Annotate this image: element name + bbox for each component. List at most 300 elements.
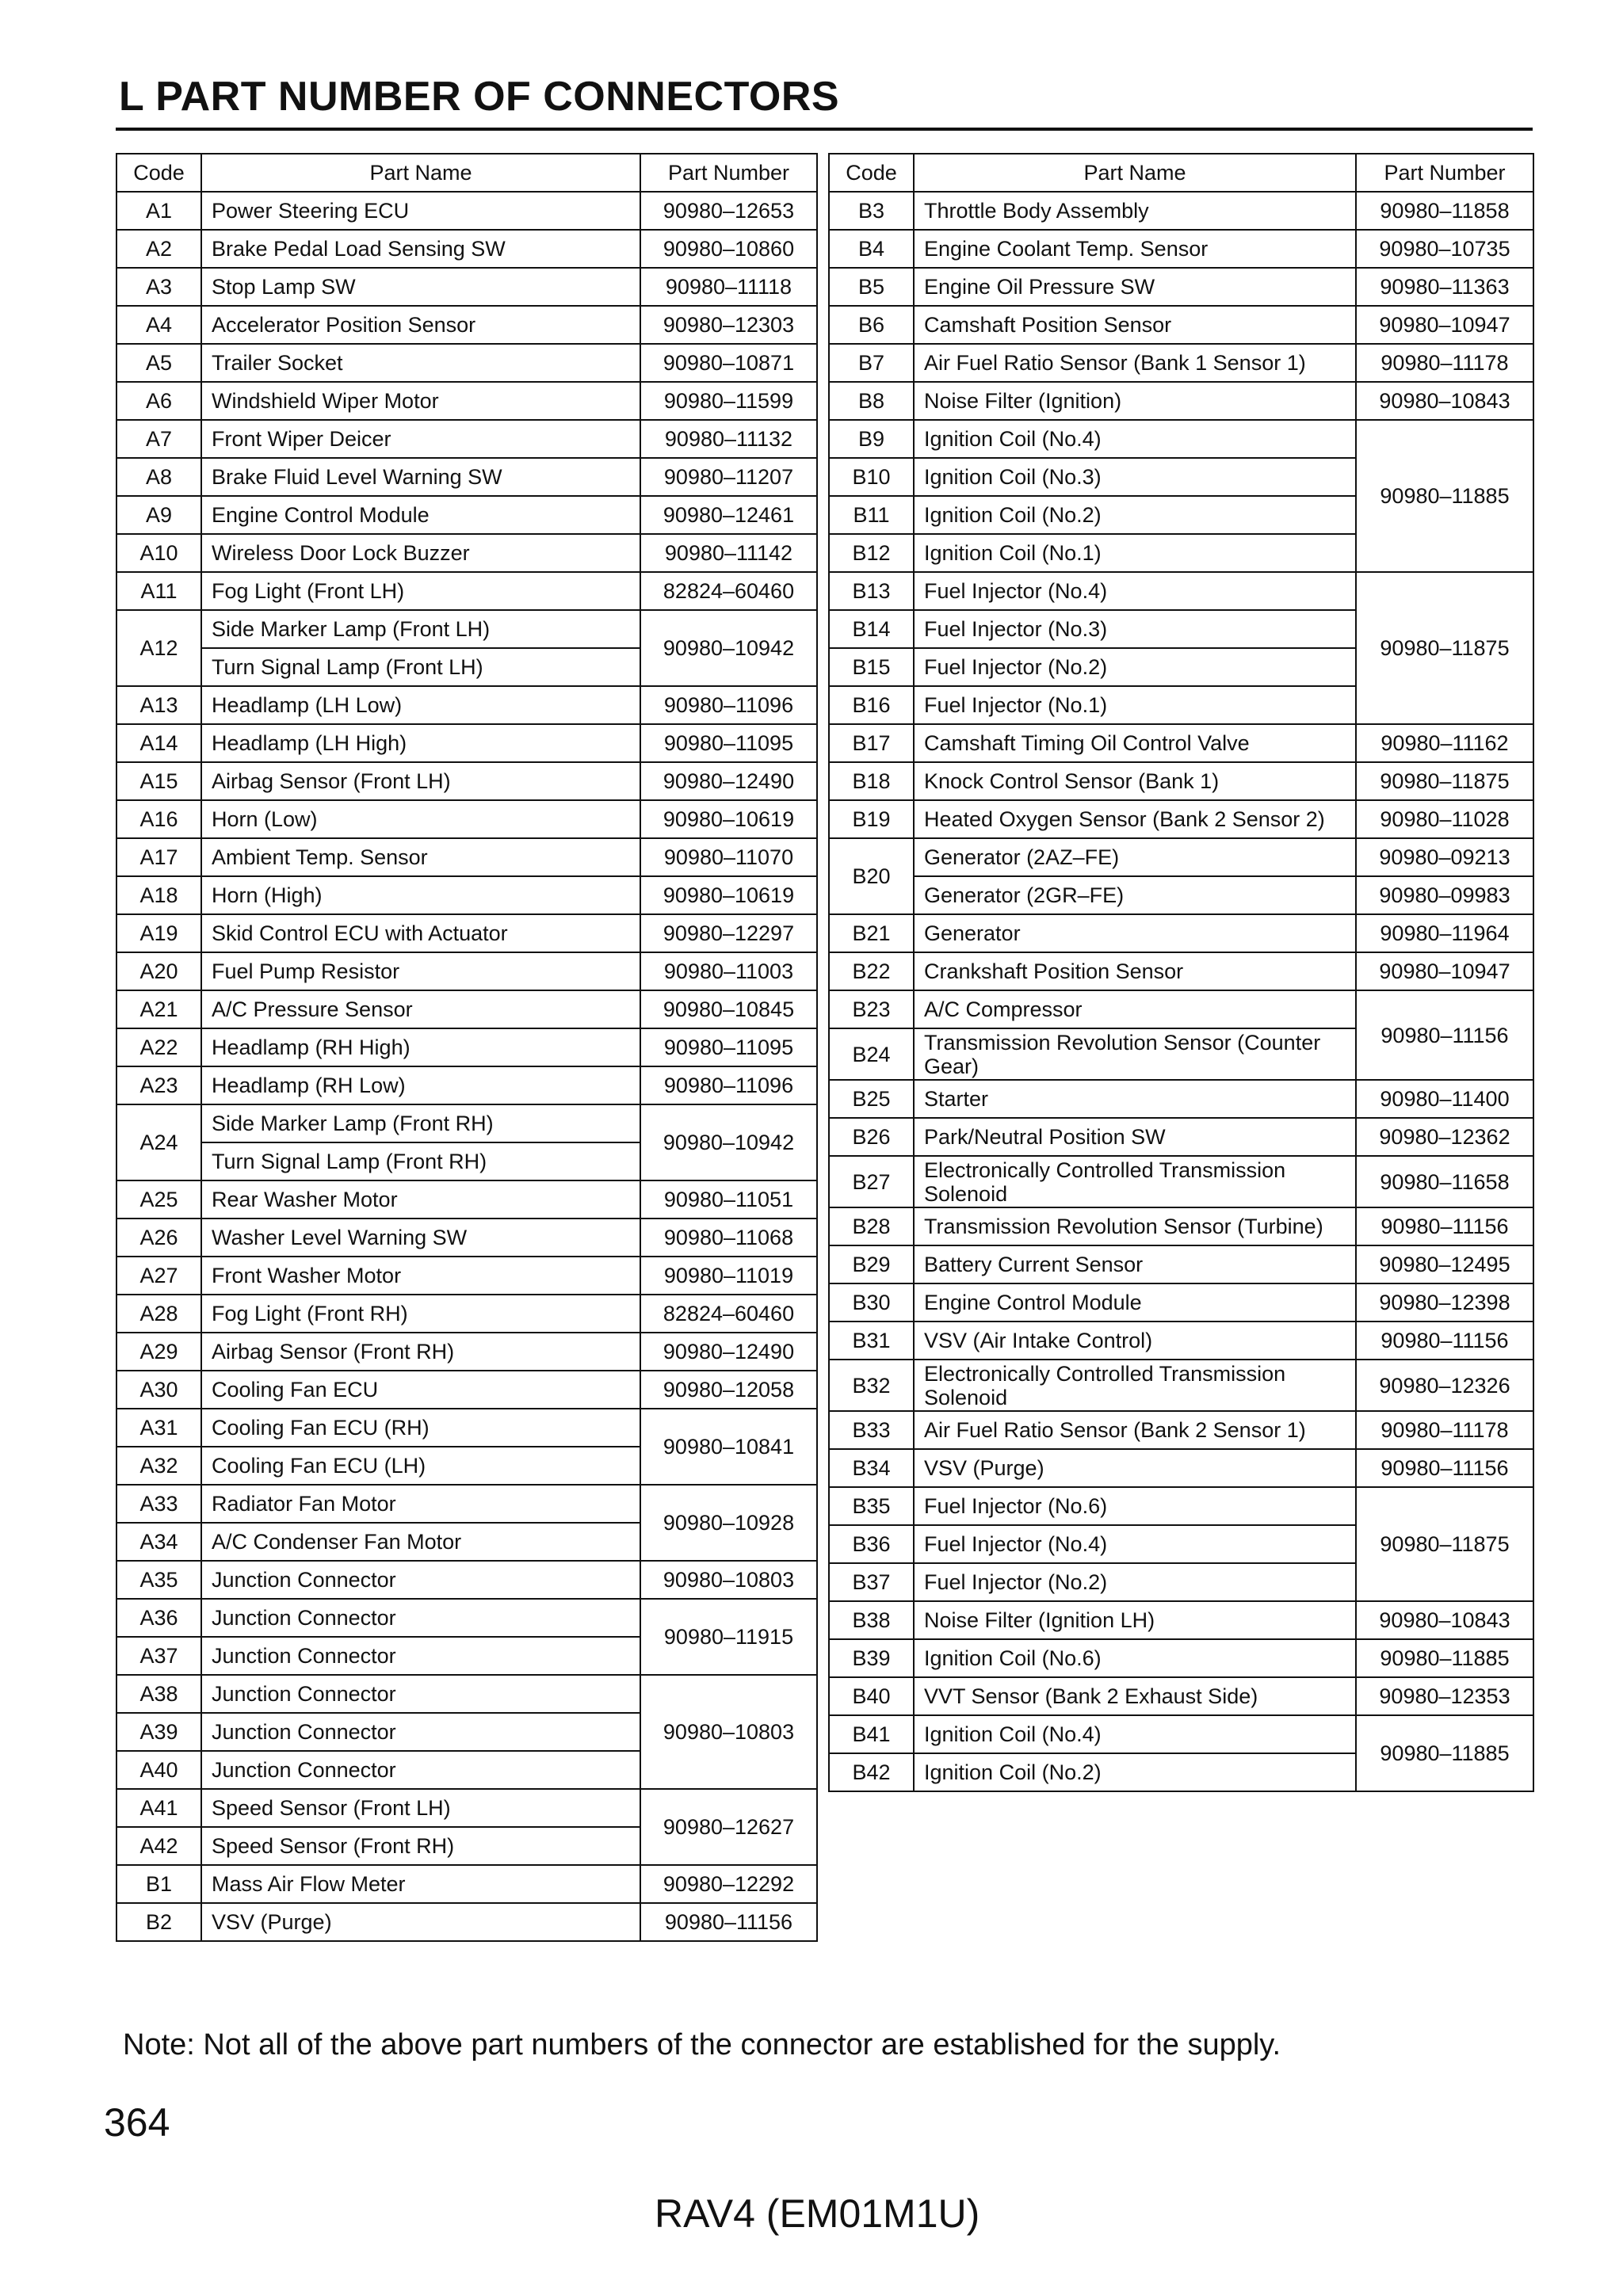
- part-name: Engine Oil Pressure SW: [914, 268, 1356, 306]
- table-row: [116, 192, 817, 230]
- part-name: Ignition Coil (No.3): [914, 458, 1356, 496]
- part-name: Stop Lamp SW: [201, 268, 640, 306]
- connector-code: A7: [116, 420, 201, 458]
- part-number: 90980–11003: [640, 952, 817, 990]
- connector-code: A36: [116, 1599, 201, 1637]
- connector-code: B32: [829, 1360, 914, 1411]
- part-name: Airbag Sensor (Front RH): [201, 1333, 640, 1371]
- connector-code: B41: [829, 1715, 914, 1753]
- document-footer: RAV4 (EM01M1U): [655, 2191, 980, 2236]
- table-row: [829, 1322, 1533, 1360]
- part-number: 90980–11118: [640, 268, 817, 306]
- part-name: Air Fuel Ratio Sensor (Bank 2 Sensor 1): [914, 1411, 1356, 1449]
- part-number: 90980–11051: [640, 1180, 817, 1219]
- table-row: [116, 1295, 817, 1333]
- table-row: [116, 838, 817, 876]
- part-name: Junction Connector: [201, 1561, 640, 1599]
- connector-code: A37: [116, 1637, 201, 1675]
- part-number: 90980–11599: [640, 382, 817, 420]
- connector-code: B2: [116, 1903, 201, 1941]
- part-name: Ignition Coil (No.2): [914, 496, 1356, 534]
- table-row: [116, 1675, 817, 1713]
- connector-code: A40: [116, 1751, 201, 1789]
- part-name: Generator (2GR–FE): [914, 876, 1356, 914]
- connector-code: A20: [116, 952, 201, 990]
- connector-code: B4: [829, 230, 914, 268]
- connector-code: A41: [116, 1789, 201, 1827]
- table-row: [829, 1207, 1533, 1245]
- part-name: Fuel Injector (No.3): [914, 610, 1356, 648]
- table-row: [116, 1066, 817, 1104]
- connector-code: B31: [829, 1322, 914, 1360]
- part-name: Fuel Injector (No.2): [914, 1563, 1356, 1601]
- part-name: Junction Connector: [201, 1675, 640, 1713]
- table-row: [829, 1245, 1533, 1283]
- header-part-number: Part Number: [1356, 154, 1533, 192]
- header-part-number: Part Number: [640, 154, 817, 192]
- part-name: Horn (High): [201, 876, 640, 914]
- connector-code: A26: [116, 1219, 201, 1257]
- connector-code: A19: [116, 914, 201, 952]
- connector-code: A22: [116, 1028, 201, 1066]
- connector-table-right: [828, 153, 1534, 1792]
- part-number: 90980–10845: [640, 990, 817, 1028]
- part-name: Engine Control Module: [201, 496, 640, 534]
- connector-code: A31: [116, 1409, 201, 1447]
- connector-code: B33: [829, 1411, 914, 1449]
- table-row: [829, 1118, 1533, 1156]
- part-number: 90980–10942: [640, 610, 817, 686]
- table-row: [116, 952, 817, 990]
- table-row: [829, 230, 1533, 268]
- part-name: Fuel Injector (No.4): [914, 572, 1356, 610]
- table-row: [116, 914, 817, 952]
- connector-code: B28: [829, 1207, 914, 1245]
- connector-code: A34: [116, 1523, 201, 1561]
- part-number: 90980–10619: [640, 876, 817, 914]
- part-name: Ignition Coil (No.2): [914, 1753, 1356, 1791]
- part-number: 90980–11875: [1356, 1487, 1533, 1601]
- table-row: [116, 1789, 817, 1827]
- connector-code: A16: [116, 800, 201, 838]
- table-row: [829, 306, 1533, 344]
- part-number: 90980–11156: [1356, 1322, 1533, 1360]
- part-number: 90980–11156: [1356, 1449, 1533, 1487]
- connector-code: A23: [116, 1066, 201, 1104]
- part-name: Fog Light (Front LH): [201, 572, 640, 610]
- table-row: [116, 1371, 817, 1409]
- connector-code: A29: [116, 1333, 201, 1371]
- connector-code: A12: [116, 610, 201, 686]
- part-name: Trailer Socket: [201, 344, 640, 382]
- part-name: Rear Washer Motor: [201, 1180, 640, 1219]
- part-number: 90980–11068: [640, 1219, 817, 1257]
- table-row: [116, 420, 817, 458]
- connector-code: B37: [829, 1563, 914, 1601]
- table-row: [116, 230, 817, 268]
- part-name: Cooling Fan ECU (LH): [201, 1447, 640, 1485]
- part-number: 90980–10928: [640, 1485, 817, 1561]
- connector-code: A39: [116, 1713, 201, 1751]
- part-number: 90980–11915: [640, 1599, 817, 1675]
- connector-code: B22: [829, 952, 914, 990]
- table-row: [829, 800, 1533, 838]
- part-name: Fuel Injector (No.4): [914, 1525, 1356, 1563]
- part-name: Camshaft Position Sensor: [914, 306, 1356, 344]
- supply-note: Note: Not all of the above part numbers of the connector are established for the supply.: [123, 2028, 1281, 2061]
- part-name: Headlamp (LH High): [201, 724, 640, 762]
- part-name: Speed Sensor (Front LH): [201, 1789, 640, 1827]
- connector-code: B5: [829, 268, 914, 306]
- connector-code: B34: [829, 1449, 914, 1487]
- table-row: [116, 1104, 817, 1142]
- table-row: [116, 496, 817, 534]
- part-number: 90980–11156: [1356, 990, 1533, 1080]
- part-name: A/C Pressure Sensor: [201, 990, 640, 1028]
- part-name: Horn (Low): [201, 800, 640, 838]
- part-name: Generator (2AZ–FE): [914, 838, 1356, 876]
- connector-code: B38: [829, 1601, 914, 1639]
- part-name: Brake Fluid Level Warning SW: [201, 458, 640, 496]
- part-name: Accelerator Position Sensor: [201, 306, 640, 344]
- connector-code: A30: [116, 1371, 201, 1409]
- connector-code: A6: [116, 382, 201, 420]
- part-number: 90980–12353: [1356, 1677, 1533, 1715]
- connector-code: A24: [116, 1104, 201, 1180]
- connector-code: B19: [829, 800, 914, 838]
- connector-code: B29: [829, 1245, 914, 1283]
- part-name: Ambient Temp. Sensor: [201, 838, 640, 876]
- part-name: Electronically Controlled Transmission Solenoid: [914, 1360, 1356, 1411]
- part-name: Headlamp (RH Low): [201, 1066, 640, 1104]
- table-row: [829, 724, 1533, 762]
- connector-code: A9: [116, 496, 201, 534]
- part-number: 90980–12292: [640, 1865, 817, 1903]
- connector-code: A11: [116, 572, 201, 610]
- title-rule: [116, 128, 1533, 131]
- part-name: Cooling Fan ECU: [201, 1371, 640, 1409]
- part-name: Generator: [914, 914, 1356, 952]
- part-name: Throttle Body Assembly: [914, 192, 1356, 230]
- part-name: Heated Oxygen Sensor (Bank 2 Sensor 2): [914, 800, 1356, 838]
- part-number: 90980–12461: [640, 496, 817, 534]
- table-row: [116, 800, 817, 838]
- connector-code: A4: [116, 306, 201, 344]
- part-name: Windshield Wiper Motor: [201, 382, 640, 420]
- table-row: [116, 268, 817, 306]
- table-row: [116, 344, 817, 382]
- part-number: 90980–11885: [1356, 1715, 1533, 1791]
- part-name: Park/Neutral Position SW: [914, 1118, 1356, 1156]
- part-name: Transmission Revolution Sensor (Turbine): [914, 1207, 1356, 1245]
- part-name: Electronically Controlled Transmission Solenoid: [914, 1156, 1356, 1207]
- part-name: Skid Control ECU with Actuator: [201, 914, 640, 952]
- table-row: [829, 1677, 1533, 1715]
- connector-code: B10: [829, 458, 914, 496]
- part-number: 90980–11363: [1356, 268, 1533, 306]
- page-title: L PART NUMBER OF CONNECTORS: [119, 74, 840, 120]
- part-number: 90980–10871: [640, 344, 817, 382]
- connector-code: A17: [116, 838, 201, 876]
- part-number: 90980–11178: [1356, 1411, 1533, 1449]
- part-number: 90980–10843: [1356, 382, 1533, 420]
- part-number: 90980–12398: [1356, 1283, 1533, 1322]
- part-number: 90980–11162: [1356, 724, 1533, 762]
- part-name: Ignition Coil (No.6): [914, 1639, 1356, 1677]
- table-row: [829, 952, 1533, 990]
- connector-code: A25: [116, 1180, 201, 1219]
- part-name: Transmission Revolution Sensor (Counter Gear): [914, 1028, 1356, 1080]
- part-number: 90980–10860: [640, 230, 817, 268]
- part-name: Turn Signal Lamp (Front LH): [201, 648, 640, 686]
- connector-code: A21: [116, 990, 201, 1028]
- part-number: 90980–12627: [640, 1789, 817, 1865]
- connector-code: A42: [116, 1827, 201, 1865]
- part-number: 90980–11858: [1356, 192, 1533, 230]
- table-row: [116, 1257, 817, 1295]
- table-row: [116, 1333, 817, 1371]
- table-row: [116, 1903, 817, 1941]
- table-row: [829, 344, 1533, 382]
- table-row: [116, 1561, 817, 1599]
- part-number: 90980–10843: [1356, 1601, 1533, 1639]
- table-row: [116, 534, 817, 572]
- table-row: [116, 1485, 817, 1523]
- connector-code: B18: [829, 762, 914, 800]
- part-number: 90980–09983: [1356, 876, 1533, 914]
- table-row: [829, 1411, 1533, 1449]
- part-number: 90980–12297: [640, 914, 817, 952]
- part-name: Ignition Coil (No.4): [914, 420, 1356, 458]
- table-row: [116, 1599, 817, 1637]
- connector-code: B42: [829, 1753, 914, 1791]
- connector-code: A14: [116, 724, 201, 762]
- part-number: 90980–11964: [1356, 914, 1533, 952]
- table-row: [116, 762, 817, 800]
- part-name: Engine Coolant Temp. Sensor: [914, 230, 1356, 268]
- part-name: VSV (Air Intake Control): [914, 1322, 1356, 1360]
- table-row: [116, 1409, 817, 1447]
- part-name: Crankshaft Position Sensor: [914, 952, 1356, 990]
- table-row: [829, 420, 1533, 458]
- header-code: Code: [829, 154, 914, 192]
- part-name: Ignition Coil (No.1): [914, 534, 1356, 572]
- part-name: VSV (Purge): [914, 1449, 1356, 1487]
- part-name: Battery Current Sensor: [914, 1245, 1356, 1283]
- part-name: Headlamp (LH Low): [201, 686, 640, 724]
- table-row: [829, 1283, 1533, 1322]
- part-number: 90980–10803: [640, 1675, 817, 1789]
- table-row: [116, 1028, 817, 1066]
- part-name: Starter: [914, 1080, 1356, 1118]
- part-number: 90980–10735: [1356, 230, 1533, 268]
- table-row: [829, 762, 1533, 800]
- connector-code: B25: [829, 1080, 914, 1118]
- part-number: 90980–11070: [640, 838, 817, 876]
- connector-code: B24: [829, 1028, 914, 1080]
- table-row: [829, 1487, 1533, 1525]
- part-name: Ignition Coil (No.4): [914, 1715, 1356, 1753]
- connector-code: A18: [116, 876, 201, 914]
- connector-code: A35: [116, 1561, 201, 1599]
- part-name: Engine Control Module: [914, 1283, 1356, 1322]
- connector-code: B14: [829, 610, 914, 648]
- connector-code: A15: [116, 762, 201, 800]
- part-number: 90980–11095: [640, 724, 817, 762]
- connector-code: B8: [829, 382, 914, 420]
- part-name: Camshaft Timing Oil Control Valve: [914, 724, 1356, 762]
- connector-code: B11: [829, 496, 914, 534]
- connector-code: B40: [829, 1677, 914, 1715]
- connector-code: B30: [829, 1283, 914, 1322]
- part-number: 90980–12490: [640, 762, 817, 800]
- part-name: Fuel Injector (No.6): [914, 1487, 1356, 1525]
- part-number: 90980–11095: [640, 1028, 817, 1066]
- table-row: [116, 1865, 817, 1903]
- table-row: [829, 382, 1533, 420]
- part-name: Side Marker Lamp (Front LH): [201, 610, 640, 648]
- part-name: A/C Condenser Fan Motor: [201, 1523, 640, 1561]
- part-name: Noise Filter (Ignition LH): [914, 1601, 1356, 1639]
- part-number: 90980–11875: [1356, 572, 1533, 724]
- part-number: 90980–11132: [640, 420, 817, 458]
- connector-code: A2: [116, 230, 201, 268]
- header-code: Code: [116, 154, 201, 192]
- part-number: 90980–11885: [1356, 1639, 1533, 1677]
- part-number: 90980–11875: [1356, 762, 1533, 800]
- connector-code: B7: [829, 344, 914, 382]
- part-number: 90980–11885: [1356, 420, 1533, 572]
- connector-code: A27: [116, 1257, 201, 1295]
- connector-code: B16: [829, 686, 914, 724]
- part-number: 90980–11142: [640, 534, 817, 572]
- part-number: 90980–12303: [640, 306, 817, 344]
- table-row: [116, 686, 817, 724]
- part-name: Headlamp (RH High): [201, 1028, 640, 1066]
- table-row: [116, 382, 817, 420]
- part-number: 90980–10947: [1356, 306, 1533, 344]
- connector-code: B6: [829, 306, 914, 344]
- part-name: Fuel Injector (No.1): [914, 686, 1356, 724]
- part-number: 90980–11156: [1356, 1207, 1533, 1245]
- table-row: [116, 1180, 817, 1219]
- table-row: [829, 838, 1533, 876]
- page-number: 364: [104, 2100, 170, 2145]
- part-name: Fog Light (Front RH): [201, 1295, 640, 1333]
- connector-code: A38: [116, 1675, 201, 1713]
- connector-code: B13: [829, 572, 914, 610]
- part-number: 90980–11096: [640, 1066, 817, 1104]
- table-row: [116, 724, 817, 762]
- connector-code: B20: [829, 838, 914, 914]
- table-row: [116, 610, 817, 648]
- connector-code: B3: [829, 192, 914, 230]
- part-name: Cooling Fan ECU (RH): [201, 1409, 640, 1447]
- table-row: [116, 306, 817, 344]
- connector-code: B35: [829, 1487, 914, 1525]
- table-row: [829, 914, 1533, 952]
- connector-code: B36: [829, 1525, 914, 1563]
- table-row: [829, 1080, 1533, 1118]
- part-number: 90980–10803: [640, 1561, 817, 1599]
- table-row: [116, 876, 817, 914]
- part-name: A/C Compressor: [914, 990, 1356, 1028]
- part-name: VSV (Purge): [201, 1903, 640, 1941]
- part-number: 90980–12653: [640, 192, 817, 230]
- connector-code: A28: [116, 1295, 201, 1333]
- connector-code: A32: [116, 1447, 201, 1485]
- part-name: Front Washer Motor: [201, 1257, 640, 1295]
- connector-code: A10: [116, 534, 201, 572]
- part-name: Fuel Pump Resistor: [201, 952, 640, 990]
- part-number: 90980–12495: [1356, 1245, 1533, 1283]
- part-name: Brake Pedal Load Sensing SW: [201, 230, 640, 268]
- part-name: Junction Connector: [201, 1751, 640, 1789]
- table-row: [116, 458, 817, 496]
- table-row: [829, 268, 1533, 306]
- table-row: [829, 1639, 1533, 1677]
- part-number: 82824–60460: [640, 1295, 817, 1333]
- connector-code: B39: [829, 1639, 914, 1677]
- part-name: Air Fuel Ratio Sensor (Bank 1 Sensor 1): [914, 344, 1356, 382]
- connector-code: A1: [116, 192, 201, 230]
- part-name: Airbag Sensor (Front LH): [201, 762, 640, 800]
- connector-code: A33: [116, 1485, 201, 1523]
- part-name: Speed Sensor (Front RH): [201, 1827, 640, 1865]
- table-row: [116, 572, 817, 610]
- part-number: 90980–11096: [640, 686, 817, 724]
- part-number: 90980–11028: [1356, 800, 1533, 838]
- table-row: [829, 1601, 1533, 1639]
- table-row: [829, 192, 1533, 230]
- table-row: [116, 1219, 817, 1257]
- part-name: Knock Control Sensor (Bank 1): [914, 762, 1356, 800]
- connector-code: B27: [829, 1156, 914, 1207]
- connector-code: B12: [829, 534, 914, 572]
- part-name: Junction Connector: [201, 1637, 640, 1675]
- part-name: VVT Sensor (Bank 2 Exhaust Side): [914, 1677, 1356, 1715]
- table-row: [829, 1156, 1533, 1207]
- connector-table-left: [116, 153, 818, 1942]
- part-number: 90980–10942: [640, 1104, 817, 1180]
- part-number: 90980–11178: [1356, 344, 1533, 382]
- table-row: [829, 1715, 1533, 1753]
- table-row: [829, 876, 1533, 914]
- table-row: [829, 990, 1533, 1028]
- part-name: Junction Connector: [201, 1599, 640, 1637]
- part-number: 90980–11207: [640, 458, 817, 496]
- part-name: Power Steering ECU: [201, 192, 640, 230]
- part-number: 90980–11400: [1356, 1080, 1533, 1118]
- part-number: 82824–60460: [640, 572, 817, 610]
- header-part-name: Part Name: [914, 154, 1356, 192]
- part-number: 90980–10841: [640, 1409, 817, 1485]
- part-number: 90980–12362: [1356, 1118, 1533, 1156]
- part-name: Washer Level Warning SW: [201, 1219, 640, 1257]
- table-row: [829, 572, 1533, 610]
- connector-code: B17: [829, 724, 914, 762]
- part-name: Front Wiper Deicer: [201, 420, 640, 458]
- part-number: 90980–12490: [640, 1333, 817, 1371]
- connector-code: A13: [116, 686, 201, 724]
- table-row: [829, 1449, 1533, 1487]
- connector-code: B15: [829, 648, 914, 686]
- part-number: 90980–12058: [640, 1371, 817, 1409]
- connector-code: B21: [829, 914, 914, 952]
- part-number: 90980–12326: [1356, 1360, 1533, 1411]
- part-name: Wireless Door Lock Buzzer: [201, 534, 640, 572]
- connector-code: A8: [116, 458, 201, 496]
